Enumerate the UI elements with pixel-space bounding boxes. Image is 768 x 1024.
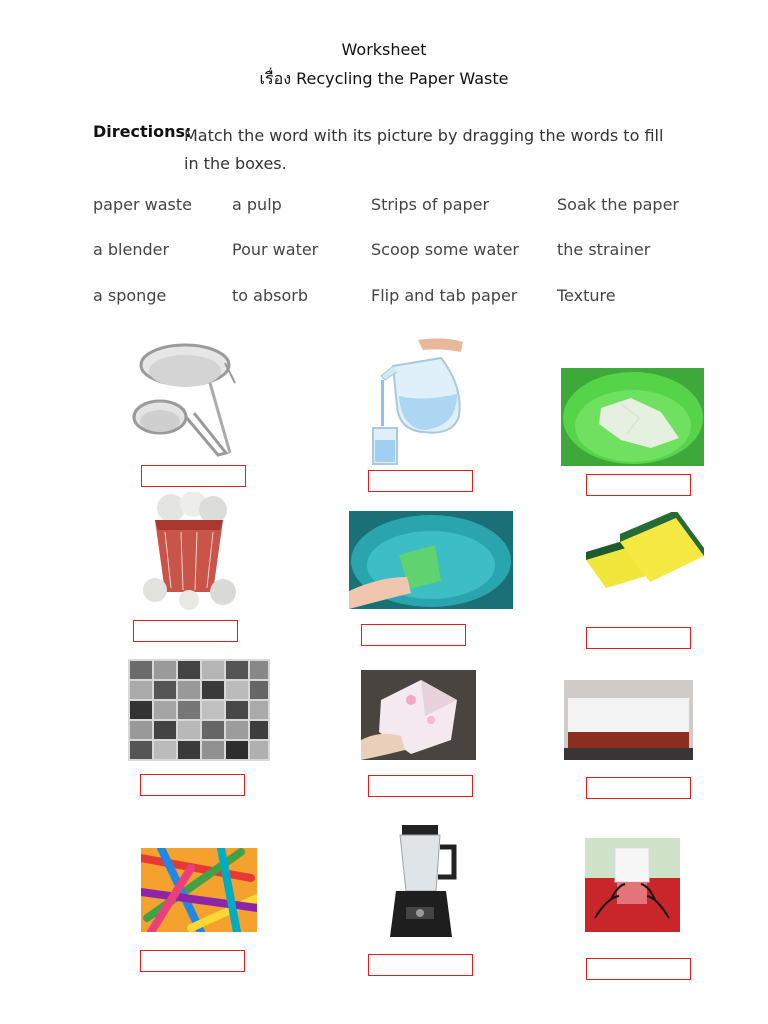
word-strips-of-paper[interactable]: Strips of paper bbox=[371, 195, 490, 214]
paper-waste-bin-icon bbox=[141, 492, 237, 610]
word-a-blender[interactable]: a blender bbox=[93, 240, 170, 259]
sponge-icon bbox=[580, 512, 707, 600]
word-the-strainer[interactable]: the strainer bbox=[557, 240, 651, 259]
answer-box-12[interactable] bbox=[586, 958, 691, 980]
word-soak-the-paper[interactable]: Soak the paper bbox=[557, 195, 679, 214]
worksheet-subtitle: เรื่อง Recycling the Paper Waste bbox=[259, 69, 509, 88]
soaked-paper-bowl-icon bbox=[561, 368, 704, 466]
word-paper-waste[interactable]: paper waste bbox=[93, 195, 192, 214]
word-scoop-some-water[interactable]: Scoop some water bbox=[371, 240, 519, 259]
answer-box-10[interactable] bbox=[140, 950, 245, 972]
pulp-tray-icon bbox=[564, 680, 693, 760]
answer-box-4[interactable] bbox=[133, 620, 238, 642]
blender-icon bbox=[388, 825, 460, 943]
word-texture[interactable]: Texture bbox=[557, 286, 616, 305]
scoop-water-icon bbox=[349, 511, 513, 609]
texture-patterns-icon bbox=[128, 659, 270, 761]
answer-box-6[interactable] bbox=[586, 627, 691, 649]
word-to-absorb[interactable]: to absorb bbox=[232, 286, 308, 305]
answer-box-5[interactable] bbox=[361, 624, 466, 646]
directions-label: Directions: bbox=[93, 122, 192, 141]
answer-box-3[interactable] bbox=[586, 474, 691, 496]
answer-box-1[interactable] bbox=[141, 465, 246, 487]
word-a-pulp[interactable]: a pulp bbox=[232, 195, 282, 214]
flipped-paper-icon bbox=[361, 670, 476, 760]
absorbing-sugar-cube-icon bbox=[585, 838, 680, 932]
word-flip-and-tab-paper[interactable]: Flip and tab paper bbox=[371, 286, 518, 305]
word-pour-water[interactable]: Pour water bbox=[232, 240, 319, 259]
paper-strips-icon bbox=[141, 848, 257, 932]
answer-box-8[interactable] bbox=[368, 775, 473, 797]
worksheet-title: Worksheet bbox=[341, 40, 427, 59]
answer-box-11[interactable] bbox=[368, 954, 473, 976]
directions-text: Match the word with its picture by dragging the words to fill in the boxes. bbox=[184, 126, 664, 173]
word-a-sponge[interactable]: a sponge bbox=[93, 286, 167, 305]
answer-box-2[interactable] bbox=[368, 470, 473, 492]
answer-box-7[interactable] bbox=[140, 774, 245, 796]
water-pitcher-icon bbox=[363, 336, 468, 466]
strainer-icon bbox=[130, 333, 240, 463]
answer-box-9[interactable] bbox=[586, 777, 691, 799]
